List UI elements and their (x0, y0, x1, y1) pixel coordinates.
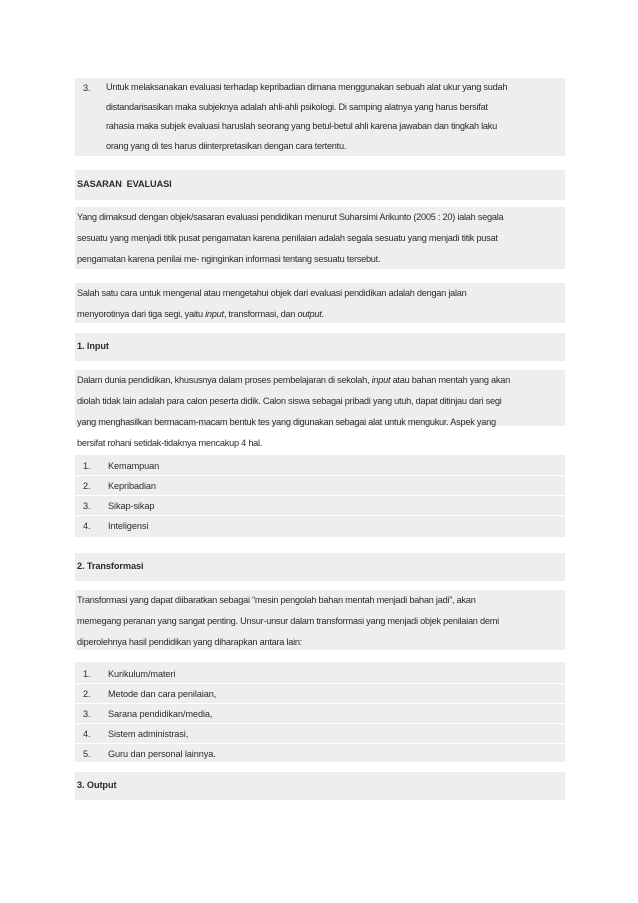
list-number: 4. (83, 728, 91, 739)
italic-term: input (205, 309, 224, 319)
numbered-list (75, 455, 565, 535)
list-item (75, 703, 565, 723)
section-heading: SASARAN EVALUASI (77, 179, 172, 189)
paragraph-line: Untuk melaksanakan evaluasi terhadap kepribadian dimana menggunakan sebuah alat ukur yang sudah (106, 82, 508, 92)
paragraph-block (75, 590, 565, 650)
list-item-label: Sistem administrasi, (108, 728, 189, 739)
text-run: , transformasi, dan (223, 309, 298, 319)
list-item (75, 456, 565, 475)
text-run: Dalam dunia pendidikan, khususnya dalam proses pembelajaran di sekolah, (77, 375, 372, 385)
list-item-3-block (75, 78, 565, 156)
section-heading-block (75, 333, 565, 361)
list-item (75, 683, 565, 703)
paragraph-line: Yang dimaksud dengan objek/sasaran evaluasi pendidikan menurut Suharsimi Arikunto (2005 : 20) ialah segala (77, 212, 504, 222)
list-item-label: Kurikulum/materi (108, 668, 176, 679)
list-item-label: Guru dan personal lainnya. (108, 748, 216, 759)
list-item (75, 743, 565, 763)
list-item (75, 664, 565, 683)
italic-term: input (371, 375, 391, 385)
numbered-list-block (75, 662, 565, 762)
list-number: 3. (83, 83, 91, 93)
paragraph-line: distandarisasikan maka subjeknya adalah ahli-ahli psikologi. Di samping alatnya yang harus bersifat (106, 101, 488, 112)
section-heading: 2. Transformasi (77, 561, 144, 571)
list-item (75, 475, 565, 495)
list-item-label: Sikap-sikap (108, 500, 155, 511)
paragraph-line: Transformasi yang dapat diibaratkan sebagai “mesin pengolah bahan mentah menjadi bahan jadi”, akan (77, 595, 476, 605)
paragraph-line: yang menghasilkan bermacam-macam bentuk tes yang digunakan sebagai alat untuk mengukur. Aspek yang (77, 417, 496, 427)
paragraph-line: sesuatu yang menjadi titik pusat pengamatan karena penilaian adalah segala sesuatu yang menjadi titik pusat (77, 233, 498, 243)
list-item-label: Kepribadian (108, 480, 156, 491)
section-heading-block (75, 170, 565, 200)
section-heading: 1. Input (77, 341, 109, 351)
list-number: 5. (83, 748, 91, 759)
paragraph-line: Salah satu cara untuk mengenal atau mengetahui objek dari evaluasi pendidikan adalah dengan jalan (77, 288, 467, 298)
list-item (75, 515, 565, 535)
paragraph-line: diperolehnya hasil pendidikan yang diharapkan antara lain: (77, 637, 303, 647)
paragraph-block (75, 207, 565, 269)
numbered-list (75, 662, 565, 763)
list-number: 3. (83, 500, 91, 511)
paragraph-line: bersifat rohani setidak-tidaknya mencakup 4 hal. (77, 438, 263, 448)
section-heading-block (75, 772, 565, 800)
paragraph-line: orang yang di tes harus diinterpretasikan dengan cara tertentu. (106, 140, 347, 151)
list-number: 3. (83, 708, 91, 719)
paragraph-line: diolah tidak lain adalah para calon peserta didik. Calon siswa sebagai pribadi yang utuh, dapat ditinjau dari segi (77, 396, 502, 406)
paragraph-line: pengamatan karena penilai me- nginginkan informasi tentang sesuatu tersebut. (77, 254, 381, 264)
paragraph-line: memegang peranan yang sangat penting. Unsur-unsur dalam transformasi yang menjadi objek penilaian demi (77, 616, 499, 626)
text-run: atau bahan mentah yang akan (390, 375, 510, 385)
list-number: 1. (83, 460, 91, 471)
section-heading: 3. Output (77, 780, 117, 790)
list-item-label: Inteligensi (108, 520, 149, 531)
list-number: 4. (83, 520, 91, 531)
paragraph-line: rahasia maka subjek evaluasi haruslah seorang yang betul-betul ahli karena jawaban dan tingkah laku (106, 121, 497, 131)
text-run: menyorotinya dari tiga segi, yaitu (77, 309, 206, 319)
text-run: . (321, 309, 324, 319)
list-item (75, 495, 565, 515)
list-number: 2. (83, 688, 91, 699)
paragraph-block (75, 370, 565, 448)
section-heading-block (75, 553, 565, 581)
numbered-list-block (75, 455, 565, 537)
list-item-label: Sarana pendidikan/media, (108, 708, 213, 719)
list-number: 2. (83, 480, 91, 491)
paragraph-line (77, 304, 565, 325)
list-item-label: Metode dan cara penilaian, (108, 688, 217, 699)
paragraph-line (77, 370, 565, 391)
list-number: 1. (83, 668, 91, 679)
paragraph-block (75, 283, 565, 323)
list-item-label: Kemampuan (108, 460, 160, 471)
list-item (75, 723, 565, 743)
italic-term: output (297, 309, 322, 319)
